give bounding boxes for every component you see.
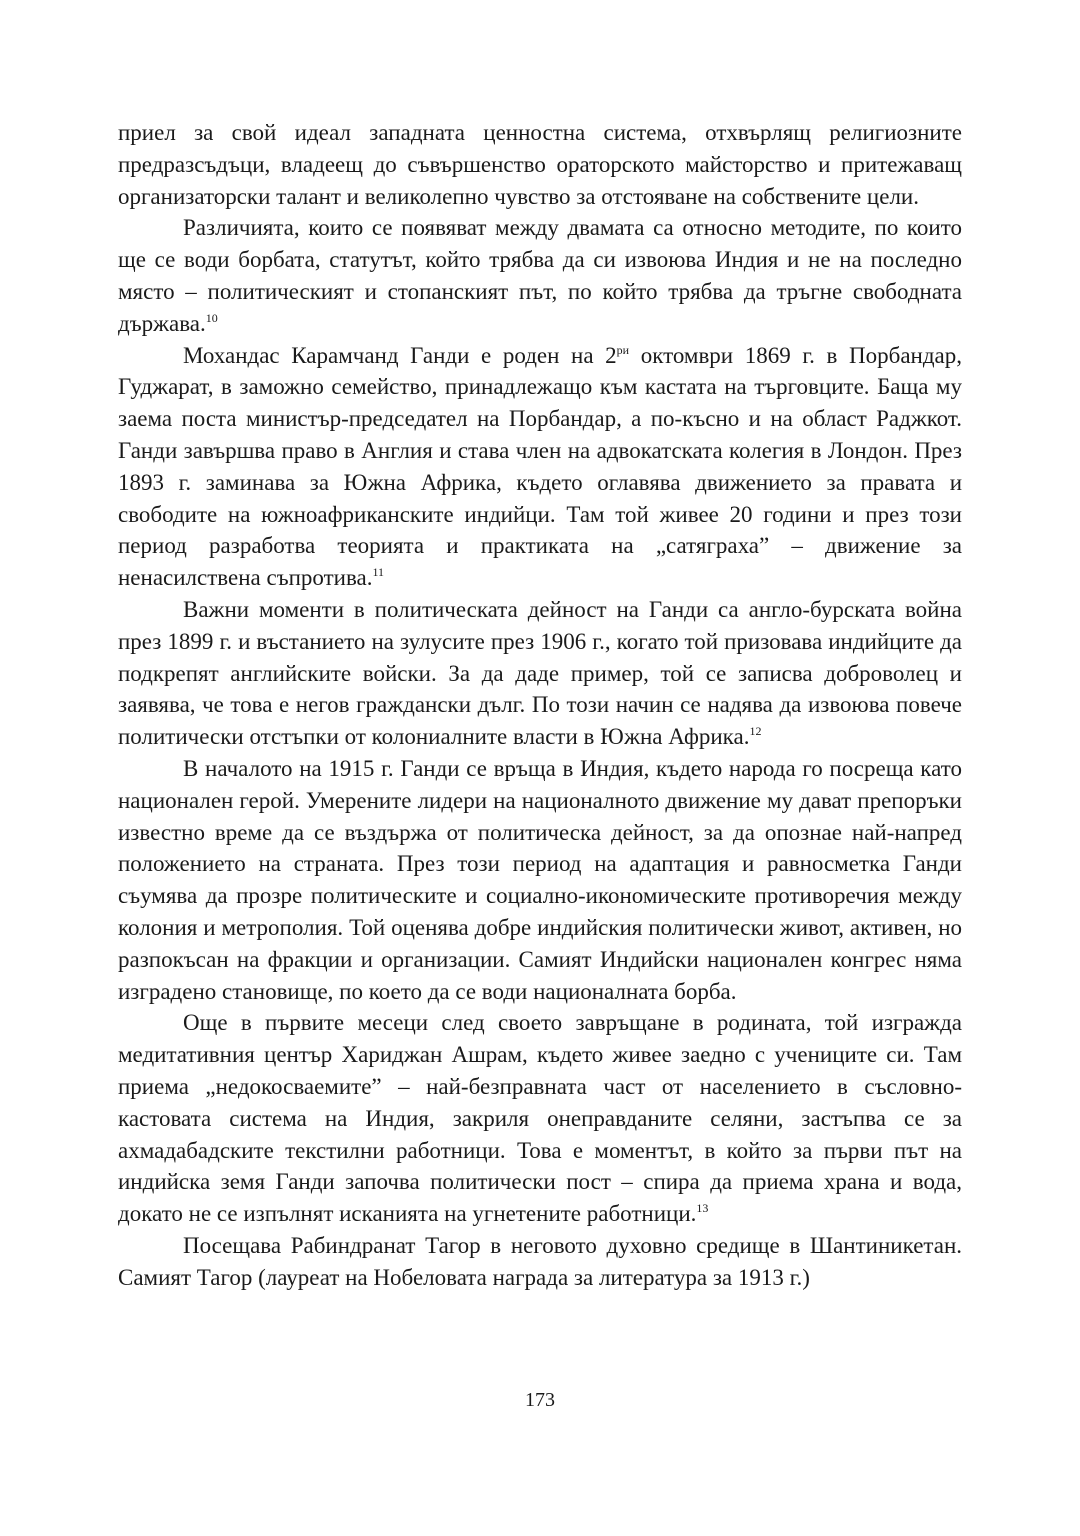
paragraph-5 xyxy=(118,753,962,1007)
paragraph-7-text: Посещава Рабиндранат Тагор в неговото духовно средище в Шантиникетан. Самият Тагор (лауреат на Нобеловата награда за литература за 1913 г.) xyxy=(118,1232,962,1290)
paragraph-4-text: Важни моменти в политическата дейност на Ганди са англо-бурската война през 1899 г. и въстанието на зулусите през 1906 г., когато той призовава индийците да подкрепят английските войски. За да даде пример, той се записва доброволец и заявява, че това е негов граждански дълг. По този начин се надява да извоюва повече политически отстъпки от колониалните власти в Южна Африка. xyxy=(118,596,962,750)
page-number: 173 xyxy=(525,1389,555,1411)
paragraph-3-text-end: октомври 1869 г. в Порбандар, Гуджарат, в заможно семейство, принадлежащо към кастата на търговците. Баща му заема поста министър-председател на Порбандар, а по-късно и на област Раджкот. Ганди завършва право в Англия и става член на адвокатската колегия в Лондон. През 1893 г. заминава за Южна Африка, където оглавява движението за правата и свободите на южноафриканските индийци. Там той живее 20 години и през този период разработва теорията и практиката на „сатяграха” – движение за ненасилствена съпротива. xyxy=(118,342,963,591)
paragraph-6-text: Още в първите месеци след своето завръщане в родината, той изгражда медитативния център Хариджан Ашрам, където живее заедно с учениците си. Там приема „недокосваемите” – най-безправната част от населението в съсловно-кастовата система на Индия, закриля онеправданите селяни, застъпва се за ахмадабадските текстилни работници. Това е моментът, в който за първи път на индийска земя Ганди започва политически пост – спира да приема храна и вода, докато не се изпълнят исканията на угнетените работници. xyxy=(118,1010,962,1227)
paragraph-7 xyxy=(118,1230,962,1294)
footnote-ref-10: 10 xyxy=(205,310,218,325)
paragraph-4 xyxy=(118,594,962,753)
paragraph-5-text: В началото на 1915 г. Ганди се връща в Индия, където народа го посреща като национален герой. Умерените лидери на националното движение му дават препоръки известно време да се въздържа от политическа дейност, за да опознае най-напред положението на страната. През този период на адаптация и равносметка Ганди съумява да прозре политическите и социално-икономическите противоречия между колония и метрополия. Той оценява добре индийския политически живот, активен, но разпокъсан на фракции и организации. Самият Индийски национален конгрес няма изградено становище, по което да се води националната борба. xyxy=(118,755,962,1004)
paragraph-2-text: Различията, които се появяват между двамата са относно методите, по които ще се води борбата, статутът, който трябва да си извоюва Индия и не на последно място – политическият и стопанският път, по който трябва да тръгне свободната държава. xyxy=(118,215,962,336)
paragraph-3-text-start: Мохандас Карамчанд Ганди е роден на 2 xyxy=(183,342,617,368)
footnote-ref-12: 12 xyxy=(749,724,762,739)
ordinal-suffix: ри xyxy=(616,342,630,357)
paragraph-1 xyxy=(118,117,962,212)
paragraph-2 xyxy=(118,212,962,339)
paragraph-3 xyxy=(118,340,962,594)
paragraph-1-text: приел за свой идеал западната ценностна система, отхвърлящ религиозните предразсъдъци, владеещ до съвършенство ораторското майсторство и притежаващ организаторски талант и великолепно чувство за отстояване на собствените цели. xyxy=(118,120,962,209)
body-text xyxy=(118,117,962,1293)
footnote-ref-11: 11 xyxy=(372,565,385,580)
paragraph-6 xyxy=(118,1007,962,1230)
footnote-ref-13: 13 xyxy=(696,1201,709,1216)
